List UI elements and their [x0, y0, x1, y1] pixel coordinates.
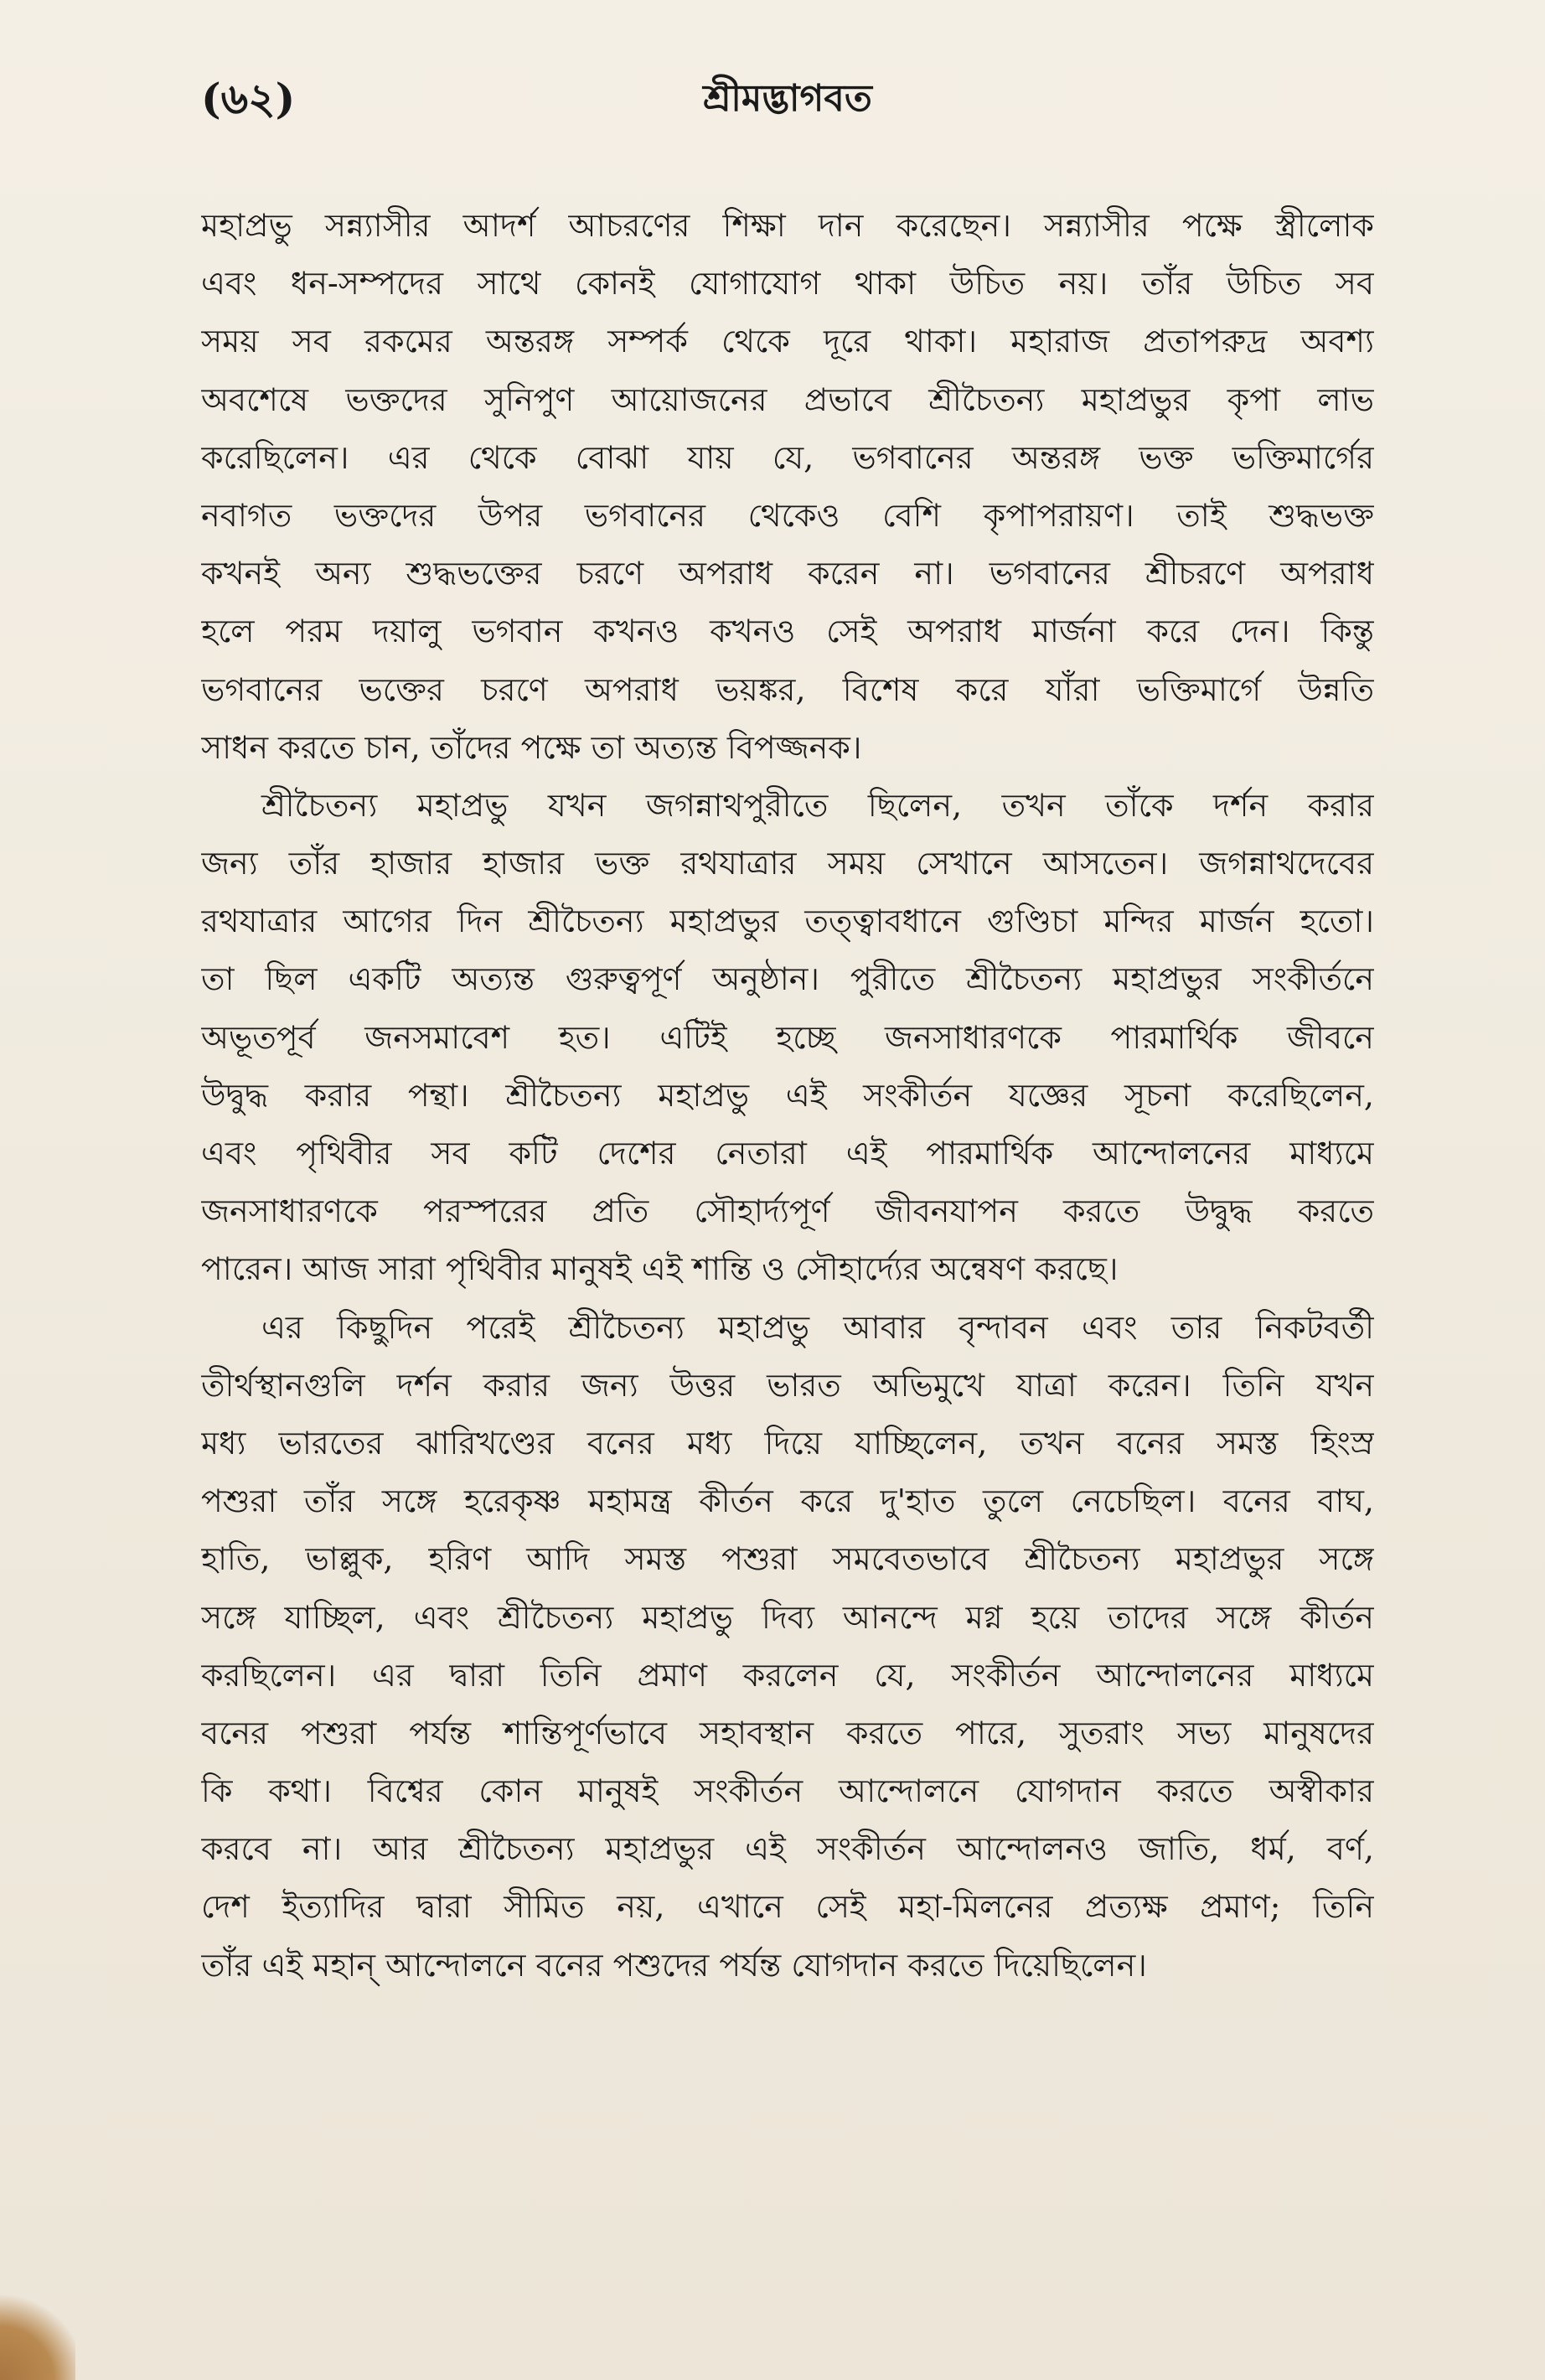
text-line: তা ছিল একটি অত্যন্ত গুরুত্বপূর্ণ অনুষ্ঠান। পুরীতে শ্রীচৈতন্য মহাপ্রভুর সংকীর্তনে: [201, 960, 1374, 998]
text-line: করেছিলেন। এর থেকে বোঝা যায় যে, ভগবানের অন্তরঙ্গ ভক্ত ভক্তিমার্গের: [201, 438, 1374, 476]
text-line: হাতি, ভাল্লুক, হরিণ আদি সমস্ত পশুরা সমবেতভাবে শ্রীচৈতন্য মহাপ্রভুর সঙ্গে: [201, 1540, 1374, 1578]
text-line: অবশেষে ভক্তদের সুনিপুণ আয়োজনের প্রভাবে শ্রীচৈতন্য মহাপ্রভুর কৃপা লাভ: [201, 380, 1374, 418]
page-number: (৬২): [201, 74, 296, 123]
text-line: করছিলেন। এর দ্বারা তিনি প্রমাণ করলেন যে, সংকীর্তন আন্দোলনের মাধ্যমে: [201, 1656, 1374, 1694]
text-line: ভগবানের ভক্তের চরণে অপরাধ ভয়ঙ্কর, বিশেষ করে যাঁরা ভক্তিমার্গে উন্নতি: [201, 670, 1374, 708]
text-line: জন্য তাঁর হাজার হাজার ভক্ত রথযাত্রার সময় সেখানে আসতেন। জগন্নাথদেবের: [201, 845, 1374, 882]
running-title: শ্রীমদ্ভাগবত: [703, 77, 872, 120]
text-line: নবাগত ভক্তদের উপর ভগবানের থেকেও বেশি কৃপাপরায়ণ। তাই শুদ্ধভক্ত: [201, 496, 1374, 534]
paragraph-first-line: শ্রীচৈতন্য মহাপ্রভু যখন জগন্নাথপুরীতে ছিলেন, তখন তাঁকে দর্শন করার: [261, 786, 1374, 824]
text-line: মধ্য ভারতের ঝারিখণ্ডের বনের মধ্য দিয়ে যাচ্ছিলেন, তখন বনের সমস্ত হিংস্র: [201, 1424, 1374, 1462]
text-line: উদ্বুদ্ধ করার পন্থা। শ্রীচৈতন্য মহাপ্রভু এই সংকীর্তন যজ্ঞের সূচনা করেছিলেন,: [201, 1076, 1374, 1114]
text-line: হলে পরম দয়ালু ভগবান কখনও কখনও সেই অপরাধ মার্জনা করে দেন। কিন্তু: [201, 613, 1374, 650]
text-line: পারেন। আজ সারা পৃথিবীর মানুষই এই শান্তি ও সৌহার্দ্যের অন্বেষণ করছে।: [201, 1250, 1119, 1288]
text-line: সাধন করতে চান, তাঁদের পক্ষে তা অত্যন্ত বিপজ্জনক।: [201, 728, 862, 766]
text-line: এবং ধন-সম্পদের সাথে কোনই যোগাযোগ থাকা উচিত নয়। তাঁর উচিত সব: [201, 265, 1374, 303]
text-line: মহাপ্রভু সন্ন্যাসীর আদর্শ আচরণের শিক্ষা দান করেছেন। সন্ন্যাসীর পক্ষে স্ত্রীলোক: [201, 207, 1374, 244]
text-line: তীর্থস্থানগুলি দর্শন করার জন্য উত্তর ভারত অভিমুখে যাত্রা করেন। তিনি যখন: [201, 1366, 1374, 1404]
text-line: করবে না। আর শ্রীচৈতন্য মহাপ্রভুর এই সংকীর্তন আন্দোলনও জাতি, ধর্ম, বর্ণ,: [201, 1830, 1374, 1868]
text-line: পশুরা তাঁর সঙ্গে হরেকৃষ্ণ মহামন্ত্র কীর্তন করে দু'হাত তুলে নেচেছিল। বনের বাঘ,: [201, 1482, 1374, 1520]
text-line: সময় সব রকমের অন্তরঙ্গ সম্পর্ক থেকে দূরে থাকা। মহারাজ প্রতাপরুদ্র অবশ্য: [201, 323, 1374, 360]
page-header: [201, 65, 1374, 132]
text-line: তাঁর এই মহান্ আন্দোলনে বনের পশুদের পর্যন্ত যোগদান করতে দিয়েছিলেন।: [201, 1946, 1147, 1984]
text-line: এবং পৃথিবীর সব কটি দেশের নেতারা এই পারমার্থিক আন্দোলনের মাধ্যমে: [201, 1135, 1374, 1172]
paragraph-first-line: এর কিছুদিন পরেই শ্রীচৈতন্য মহাপ্রভু আবার বৃন্দাবন এবং তার নিকটবর্তী: [261, 1308, 1374, 1346]
body-text: [201, 197, 1374, 1995]
text-line: জনসাধারণকে পরস্পরের প্রতি সৌহার্দ্যপূর্ণ জীবনযাপন করতে উদ্বুদ্ধ করতে: [201, 1193, 1374, 1230]
text-line: সঙ্গে যাচ্ছিল, এবং শ্রীচৈতন্য মহাপ্রভু দিব্য আনন্দে মগ্ন হয়ে তাদের সঙ্গে কীর্তন: [201, 1598, 1374, 1636]
text-line: কি কথা। বিশ্বের কোন মানুষই সংকীর্তন আন্দোলনে যোগদান করতে অস্বীকার: [201, 1772, 1374, 1810]
text-line: দেশ ইত্যাদির দ্বারা সীমিত নয়, এখানে সেই মহা-মিলনের প্রত্যক্ষ প্রমাণ; তিনি: [201, 1888, 1374, 1926]
text-line: কখনই অন্য শুদ্ধভক্তের চরণে অপরাধ করেন না। ভগবানের শ্রীচরণে অপরাধ: [201, 555, 1374, 592]
text-line: রথযাত্রার আগের দিন শ্রীচৈতন্য মহাপ্রভুর তত্ত্বাবধানে গুণ্ডিচা মন্দির মার্জন হতো।: [201, 903, 1374, 940]
text-line: বনের পশুরা পর্যন্ত শান্তিপূর্ণভাবে সহাবস্থান করতে পারে, সুতরাং সভ্য মানুষদের: [201, 1714, 1374, 1751]
page-corner-shadow: [0, 2288, 75, 2380]
text-line: অভূতপূর্ব জনসমাবেশ হত। এটিই হচ্ছে জনসাধারণকে পারমার্থিক জীবনে: [201, 1018, 1374, 1056]
